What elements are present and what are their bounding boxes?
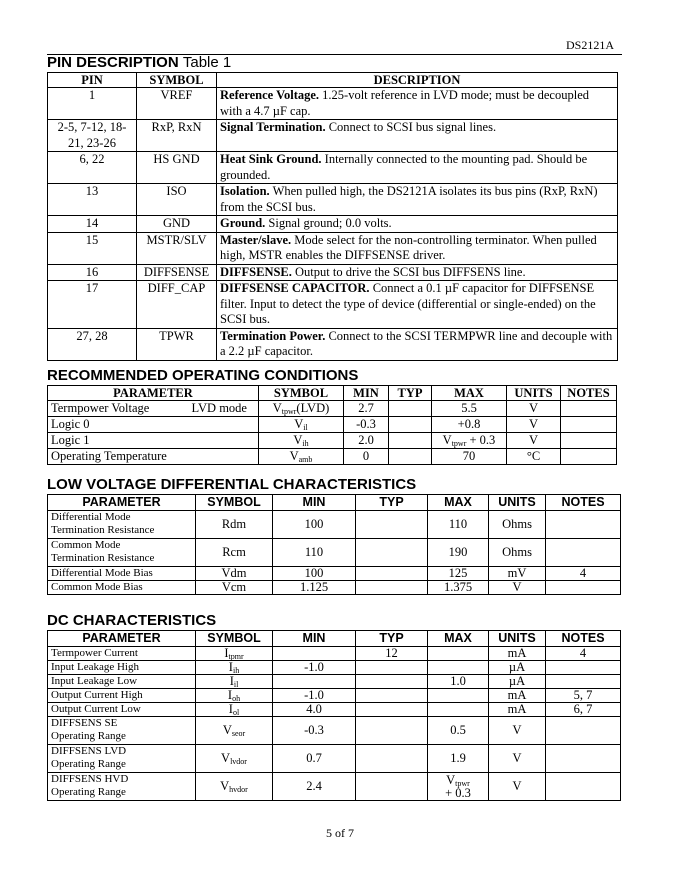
symbol-cell [259, 417, 344, 433]
max-value: 70 [432, 449, 507, 465]
table-row [48, 281, 618, 329]
column-header: TYP [356, 495, 428, 511]
pin-symbol: ISO [137, 184, 217, 216]
max-value: 1.9 [428, 745, 489, 773]
symbol-suffix: + 0.3 [466, 433, 496, 447]
table-row [48, 647, 621, 661]
pin-description [217, 152, 618, 184]
column-header: SYMBOL [196, 631, 273, 647]
symbol-cell [259, 449, 344, 465]
column-header: UNITS [507, 386, 561, 401]
table-row [48, 675, 621, 689]
min-value: 0.7 [273, 745, 356, 773]
pin-description [217, 281, 618, 329]
parameter-cell [48, 449, 259, 465]
typ-value [356, 581, 428, 595]
parameter-cell [48, 703, 196, 717]
symbol-base: V [272, 401, 282, 415]
parameter-name-line2: Operating Range [51, 730, 126, 742]
typ-value [356, 773, 428, 801]
dc-characteristics-table [47, 630, 621, 801]
table-row [48, 433, 617, 449]
parameter-name: Differential Mode Bias [51, 567, 153, 579]
symbol-subscript: ol [232, 708, 240, 717]
table-row [48, 773, 621, 801]
description-lead: Reference Voltage. [220, 88, 320, 102]
min-value: -1.0 [273, 661, 356, 675]
min-value: 4.0 [273, 703, 356, 717]
units-value: °C [507, 449, 561, 465]
parameter-cell [48, 773, 196, 801]
parameter-name: Logic 1 [51, 433, 90, 447]
column-header: MAX [432, 386, 507, 401]
typ-value [389, 401, 432, 417]
typ-value [389, 417, 432, 433]
typ-value [356, 539, 428, 567]
table-row [48, 449, 617, 465]
column-header: MIN [344, 386, 389, 401]
units-value: µA [489, 675, 546, 689]
max-value [428, 773, 489, 801]
symbol-cell [196, 773, 273, 801]
column-header: UNITS [489, 631, 546, 647]
table-row [48, 689, 621, 703]
units-value: Ohms [489, 539, 546, 567]
typ-value [356, 675, 428, 689]
notes-value: 4 [546, 647, 621, 661]
symbol-subscript: il [303, 423, 308, 432]
pin-number: 15 [48, 232, 137, 264]
lvd-section-title: LOW VOLTAGE DIFFERENTIAL CHARACTERISTICS [47, 476, 417, 493]
parameter-name: Output Current High [51, 689, 143, 701]
min-value: 2.0 [344, 433, 389, 449]
symbol-cell [259, 401, 344, 417]
symbol-base: I [229, 674, 234, 688]
parameter-name-line2: Termination Resistance [51, 524, 155, 536]
max-value: +0.8 [432, 417, 507, 433]
notes-value [561, 433, 617, 449]
table-row [48, 328, 618, 360]
symbol-subscript: tpwr [281, 407, 297, 416]
table-row [48, 184, 618, 216]
units-value: V [489, 745, 546, 773]
min-value: 2.4 [273, 773, 356, 801]
max-value: 110 [428, 511, 489, 539]
notes-value [546, 773, 621, 801]
max-value [428, 647, 489, 661]
notes-value [546, 717, 621, 745]
column-header: PIN [48, 73, 137, 88]
table-row [48, 401, 617, 417]
min-value: -1.0 [273, 689, 356, 703]
pin-symbol: RxP, RxN [137, 120, 217, 152]
parameter-name: DIFFSENS LVD [51, 745, 127, 757]
pin-description [217, 328, 618, 360]
min-value [273, 675, 356, 689]
parameter-name-line2: Operating Range [51, 786, 126, 798]
typ-value [356, 717, 428, 745]
column-header: SYMBOL [259, 386, 344, 401]
notes-value [546, 675, 621, 689]
symbol-cell: Rdm [196, 511, 273, 539]
notes-value: 4 [546, 567, 621, 581]
pin-description [217, 264, 618, 281]
roc-section-title: RECOMMENDED OPERATING CONDITIONS [47, 367, 359, 384]
units-value: mA [489, 689, 546, 703]
description-lead: Termination Power. [220, 328, 326, 343]
max-value [428, 689, 489, 703]
parameter-name: Logic 0 [51, 417, 90, 431]
parameter-cell [48, 567, 196, 581]
description-text: Connect to SCSI bus signal lines. [325, 120, 497, 134]
table-row [48, 152, 618, 184]
table-header-row [48, 73, 618, 88]
min-value: 100 [273, 511, 356, 539]
symbol-cell [196, 661, 273, 675]
min-value: 2.7 [344, 401, 389, 417]
symbol-cell: Vdm [196, 567, 273, 581]
notes-value [561, 449, 617, 465]
symbol-subscript: oh [232, 694, 241, 703]
pin-symbol: DIFFSENSE [137, 264, 217, 281]
parameter-cell [48, 689, 196, 703]
page-number: 5 of 7 [326, 826, 354, 840]
max-value [432, 433, 507, 449]
parameter-name-line2: Operating Range [51, 758, 126, 770]
description-text: Signal ground; 0.0 volts. [265, 216, 392, 230]
symbol-cell [259, 433, 344, 449]
symbol-base: V [442, 433, 452, 447]
column-header: MIN [273, 495, 356, 511]
table-row [48, 120, 618, 152]
units-value: V [507, 433, 561, 449]
column-header: NOTES [561, 386, 617, 401]
min-value: -0.3 [273, 717, 356, 745]
pin-number: 13 [48, 184, 137, 216]
symbol-subscript: lvdor [230, 757, 247, 766]
min-value: 0 [344, 449, 389, 465]
units-value: mA [489, 647, 546, 661]
table-row [48, 264, 618, 281]
symbol-cell [196, 647, 273, 661]
parameter-cell [48, 647, 196, 661]
column-header: SYMBOL [196, 495, 273, 511]
max-line1 [431, 774, 485, 787]
symbol-cell: Rcm [196, 539, 273, 567]
table-row [48, 661, 621, 675]
pin-description [217, 88, 618, 120]
description-lead: Ground. [220, 216, 266, 230]
table-row [48, 511, 621, 539]
max-value: 125 [428, 567, 489, 581]
pin-number: 6, 22 [48, 152, 137, 184]
pin-number: 1 [48, 88, 137, 120]
parameter-cell [48, 433, 259, 449]
pin-description [217, 232, 618, 264]
symbol-suffix: (LVD) [296, 401, 330, 415]
symbol-subscript: seor [231, 729, 246, 738]
pin-number: 14 [48, 216, 137, 233]
min-value: 100 [273, 567, 356, 581]
notes-value [546, 581, 621, 595]
typ-value [356, 661, 428, 675]
units-value: Ohms [489, 511, 546, 539]
max-value [428, 661, 489, 675]
units-value: V [507, 417, 561, 433]
description-text: Mode select for the non-controlling terminator. When pulled high, MSTR enables the DIFFSENSE driver. [220, 232, 597, 262]
notes-value: 5, 7 [546, 689, 621, 703]
typ-value [356, 567, 428, 581]
symbol-subscript: tpmr [228, 652, 244, 661]
document-id: DS2121A [565, 38, 614, 52]
pin-number: 17 [48, 281, 137, 329]
table-row [48, 567, 621, 581]
symbol-cell [196, 675, 273, 689]
typ-value [356, 703, 428, 717]
parameter-name: Input Leakage Low [51, 675, 138, 687]
max-value: 1.0 [428, 675, 489, 689]
column-header: TYP [389, 386, 432, 401]
pin-description [217, 216, 618, 233]
symbol-cell [196, 703, 273, 717]
description-text: When pulled high, the DS2121A isolates its bus pins (RxP, RxN) from the SCSI bus. [220, 184, 598, 214]
table-row [48, 232, 618, 264]
symbol-subscript: il [233, 680, 239, 689]
max-value: 5.5 [432, 401, 507, 417]
symbol-base: I [227, 688, 233, 702]
notes-value [546, 511, 621, 539]
symbol-cell [196, 745, 273, 773]
min-value: -0.3 [344, 417, 389, 433]
parameter-name: Termpower Voltage [51, 401, 150, 415]
symbol-subscript: hvdor [229, 785, 248, 794]
max-value: 0.5 [428, 717, 489, 745]
typ-value [389, 433, 432, 449]
symbol-cell: Vcm [196, 581, 273, 595]
pin-description [217, 184, 618, 216]
description-lead: Signal Termination. [220, 120, 326, 134]
table-header-row [48, 386, 617, 401]
parameter-name: DIFFSENS HVD [51, 773, 129, 785]
column-header: MAX [428, 631, 489, 647]
pin-number: 2-5, 7-12, 18-21, 23-26 [48, 120, 137, 152]
notes-value [546, 539, 621, 567]
description-lead: Heat Sink Ground. [220, 152, 322, 166]
parameter-cell [48, 675, 196, 689]
symbol-base: I [228, 702, 233, 716]
symbol-subscript: amb [298, 455, 313, 464]
table-row [48, 581, 621, 595]
column-header: PARAMETER [48, 495, 196, 511]
units-value: mA [489, 703, 546, 717]
parameter-cell [48, 417, 259, 433]
symbol-base: V [220, 779, 230, 793]
column-header: SYMBOL [137, 73, 217, 88]
parameter-name: Operating Temperature [51, 449, 167, 463]
parameter-cell [48, 717, 196, 745]
pin-subtitle-text: Table 1 [182, 54, 232, 71]
description-text: Connect a 0.1 µF capacitor for DIFFSENSE filter. Input to detect the type of device (differential or single-ended) on the SCSI bus. [220, 281, 596, 326]
symbol-base: V [289, 449, 299, 463]
lvd-characteristics-table [47, 494, 621, 595]
typ-value: 12 [356, 647, 428, 661]
parameter-name: Common Mode [51, 539, 121, 551]
symbol-subscript: tpwr [455, 778, 470, 788]
symbol-subscript: ih [232, 666, 240, 675]
symbol-subscript: ih [302, 439, 309, 448]
parameter-name: Differential Mode [51, 511, 131, 523]
units-value: V [489, 773, 546, 801]
symbol-cell [196, 689, 273, 703]
symbol-base: V [221, 751, 231, 765]
units-value: µA [489, 661, 546, 675]
max-value: 190 [428, 539, 489, 567]
units-value: V [507, 401, 561, 417]
pin-title-text: PIN DESCRIPTION [47, 54, 179, 71]
symbol-base: V [446, 772, 456, 787]
units-value: V [489, 717, 546, 745]
parameter-name: Input Leakage High [51, 661, 139, 673]
typ-value [389, 449, 432, 465]
units-value: V [489, 581, 546, 595]
column-header: PARAMETER [48, 631, 196, 647]
notes-value [546, 745, 621, 773]
notes-value [546, 661, 621, 675]
symbol-cell [196, 717, 273, 745]
table-row [48, 745, 621, 773]
parameter-cell [48, 401, 259, 417]
symbol-subscript: tpwr [451, 439, 467, 448]
column-header: MAX [428, 495, 489, 511]
description-text: Output to drive the SCSI bus DIFFSENS line. [291, 264, 526, 279]
typ-value [356, 511, 428, 539]
pin-description [217, 120, 618, 152]
max-line2: + 0.3 [445, 785, 471, 800]
min-value [273, 647, 356, 661]
pin-symbol: DIFF_CAP [137, 281, 217, 329]
max-value [428, 703, 489, 717]
column-header: UNITS [489, 495, 546, 511]
table-row [48, 539, 621, 567]
symbol-base: V [294, 417, 304, 431]
max-value: 1.375 [428, 581, 489, 595]
column-header: NOTES [546, 631, 621, 647]
section-rule [47, 54, 622, 55]
column-header: TYP [356, 631, 428, 647]
parameter-cell [48, 511, 196, 539]
pin-symbol: MSTR/SLV [137, 232, 217, 264]
parameter-name-line2: Termination Resistance [51, 552, 155, 564]
notes-value [561, 417, 617, 433]
typ-value [356, 745, 428, 773]
column-header: NOTES [546, 495, 621, 511]
column-header: DESCRIPTION [217, 73, 618, 88]
table-header-row [48, 631, 621, 647]
description-lead: Isolation. [220, 184, 270, 198]
parameter-name: Termpower Current [51, 647, 138, 659]
pin-symbol: GND [137, 216, 217, 233]
table-row [48, 417, 617, 433]
description-lead: DIFFSENSE CAPACITOR. [220, 281, 370, 295]
description-lead: Master/slave. [220, 232, 292, 247]
pin-number: 16 [48, 264, 137, 281]
pin-number: 27, 28 [48, 328, 137, 360]
description-text: 1.25-volt reference in LVD mode; must be decoupled with a 4.7 µF cap. [220, 88, 589, 118]
parameter-cell [48, 661, 196, 675]
operating-conditions-table [47, 385, 617, 465]
pin-symbol: HS GND [137, 152, 217, 184]
dc-section-title: DC CHARACTERISTICS [47, 612, 217, 629]
table-row [48, 717, 621, 745]
min-value: 1.125 [273, 581, 356, 595]
symbol-base: I [228, 660, 233, 674]
pin-symbol: TPWR [137, 328, 217, 360]
description-text: Internally connected to the mounting pad. Should be grounded. [220, 152, 588, 182]
units-value: mV [489, 567, 546, 581]
parameter-name: Common Mode Bias [51, 581, 143, 593]
typ-value [356, 689, 428, 703]
column-header: MIN [273, 631, 356, 647]
parameter-cell [48, 539, 196, 567]
notes-value [561, 401, 617, 417]
table-header-row [48, 495, 621, 511]
table-row [48, 703, 621, 717]
table-row [48, 88, 618, 120]
symbol-base: I [224, 646, 229, 660]
description-text: Connect to the SCSI TERMPWR line and decouple with a 2.2 µF capacitor. [220, 328, 613, 358]
description-lead: DIFFSENSE. [220, 264, 292, 279]
pin-symbol: VREF [137, 88, 217, 120]
parameter-cell [48, 581, 196, 595]
symbol-base: V [222, 723, 232, 737]
parameter-name: DIFFSENS SE [51, 717, 118, 729]
symbol-base: V [293, 433, 303, 447]
parameter-cell [48, 745, 196, 773]
min-value: 110 [273, 539, 356, 567]
pin-description-table [47, 72, 618, 361]
parameter-mode: LVD mode [191, 401, 247, 415]
column-header: PARAMETER [48, 386, 259, 401]
table-row [48, 216, 618, 233]
notes-value: 6, 7 [546, 703, 621, 717]
parameter-name: Output Current Low [51, 703, 141, 715]
pin-section-title [47, 54, 231, 71]
